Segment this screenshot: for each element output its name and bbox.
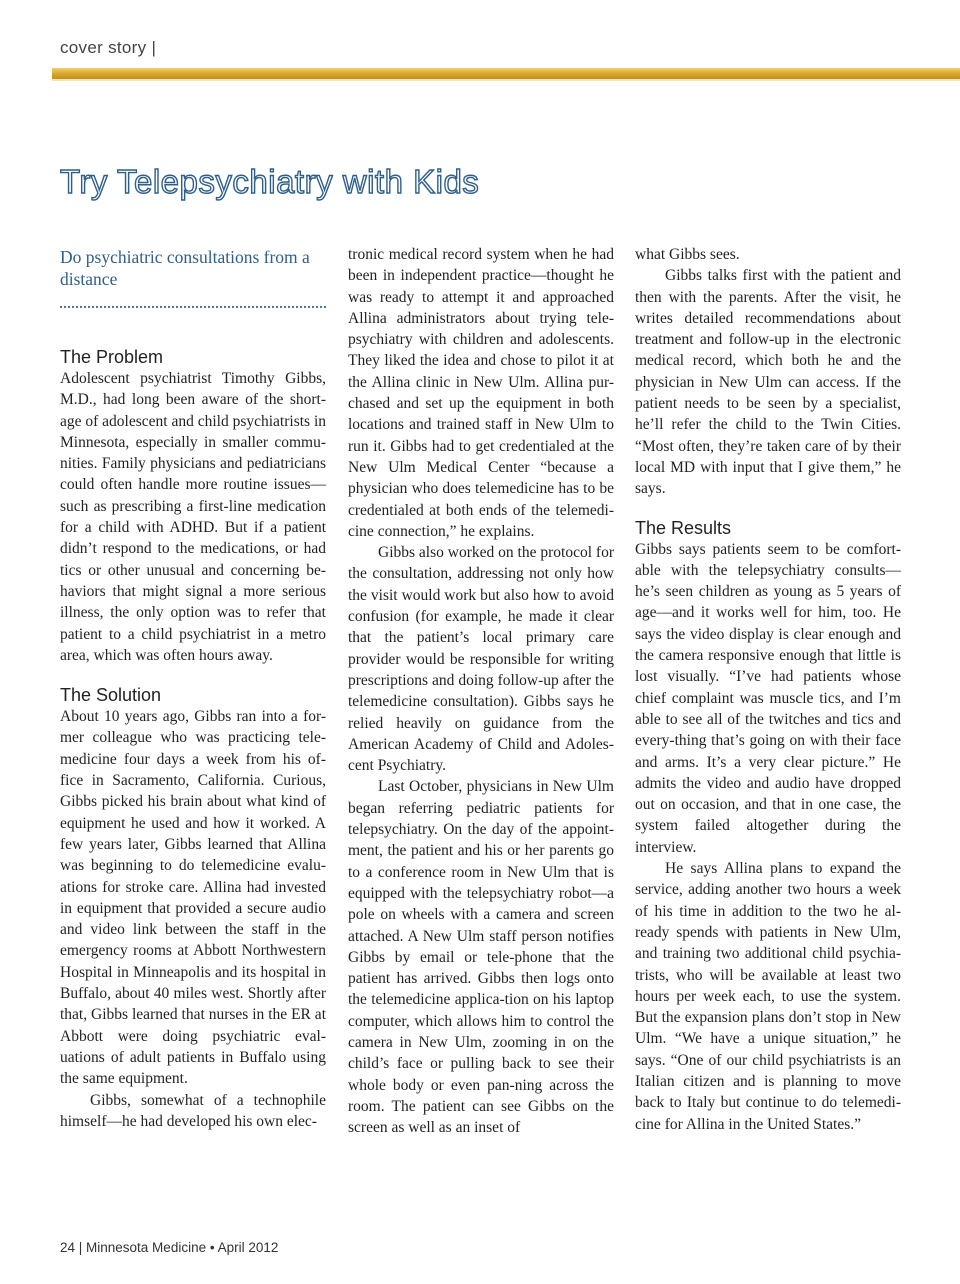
heading-problem: The Problem (60, 347, 164, 367)
paragraph-solution-4-start: Last October, physicians in New Ulm began referring pediatric patients for telepsychiatry. On the day of the appoint-ment, the patient and his or her parents go to a conference room in New Ulm that is equipped with the telepsychiatry robot—a pole on wheels with a camera and screen attached. A New Ulm staff person notifies Gibbs by email or tele-phone that the patient has arrived. Gibbs then logs onto the telemedicine applica-tion on his laptop computer, which allows him to control the camera in New Ulm, zooming in on the child’s face or pulling back to see their whole body or even pan-ning across the room. The patient can see Gibbs on the screen as well as an inset of (348, 778, 614, 1137)
paragraph-results-2: He says Allina plans to expand the service, adding another two hours a week of his time in addition to the two he al-ready spends with patients in New Ulm, and training two additional child psychia-trists, who will be available at least two hours per week each, to use the system. But the expansion plans don’t stop in New Ulm. “We have a unique situation,” he says. “One of our child psychiatrists is an Italian citizen and is planning to move back to Italy but continue to do telemedi-cine for Allina in the United States.” (635, 860, 901, 1133)
article-deck: Do psychiatric consultations from a distance (60, 246, 326, 308)
paragraph-results-1: Gibbs says patients seem to be comfort-able with the telepsychiatry consults—he’s seen children as young as 5 years of age—and it works well for him, too. He says the video display is clear enough and the camera responsive enough that little is lost visually. “I’ve had patients whose chief complaint was muscle tics, and I’m able to see all of the twitches and tics and every-thing that’s going on with their face and arms. It’s a very clear picture.” He admits the video and audio have dropped out on occasion, and that in one case, the system failed altogether during the interview. (635, 540, 901, 856)
page-footer: 24 | Minnesota Medicine • April 2012 (60, 1240, 279, 1255)
paragraph-solution-3: Gibbs also worked on the protocol for the consultation, addressing not only how the visit would work but also how to avoid confusion (for example, he made it clear that the patient’s local primary care provider would be responsible for writing prescriptions and doing follow-up after the telemedicine consultation). Gibbs says he relied heavily on guidance from the American Academy of Child and Adoles-cent Psychiatry. (348, 544, 614, 775)
column-1 (60, 244, 326, 1132)
heading-results: The Results (635, 517, 732, 538)
paragraph-solution-5: Gibbs talks first with the patient and then with the parents. After the visit, he writes detailed recommendations about treatment and follow-up in the electronic medical record, which both he and the physician in New Ulm can access. If the patient needs to be seen by a specialist, he’ll refer the child to the Twin Cities. “Most often, they’re taken care of by their local MD with input that I give them,” he says. (635, 267, 901, 498)
heading-solution: The Solution (60, 685, 162, 706)
section-label: cover story | (60, 38, 157, 57)
paragraph-solution-1: About 10 years ago, Gibbs ran into a for-mer colleague who was practicing tele-medicine four days a week from his of-fice in Sacramento, California. Curious, Gibbs picked his brain about what kind of equipment he used and how it worked. A few years later, Gibbs learned that Allina was beginning to do telemedicine evalu-ations for stroke care. Allina had invested in equipment that provided a secure audio and video link between the staff in the emergency rooms at Abbott Northwestern Hospital in Minneapolis and its hospital in Buffalo, about 40 miles west. Shortly after that, Gibbs learned that nurses in the ER at Abbott were doing psychiatric eval-uations of adult patients in Buffalo using the same equipment. (60, 708, 326, 1088)
article-title: Try Telepsychiatry with Kids (60, 163, 480, 200)
paragraph-solution-2-end: tronic medical record system when he had been in independent practice—thought he was ready to attempt it and approached Allina administrators about trying tele-psychiatry with children and adolescents. They liked the idea and chose to pilot it at the Allina clinic in New Ulm. Allina pur-chased and set up the equipment in both locations and trained staff in New Ulm to run it. Gibbs had to get credentialed at the New Ulm Medical Center “because a physician who does telemedicine has to be credentialed at both ends of the telemedi-cine connection,” he explains. (348, 246, 614, 540)
column-3 (635, 244, 901, 1135)
header-gold-bar (52, 68, 960, 81)
column-2 (348, 244, 614, 1138)
paragraph-solution-2-start: Gibbs, somewhat of a technophile himself—he had developed his own elec- (60, 1091, 326, 1130)
paragraph-solution-4-end: what Gibbs sees. (635, 246, 740, 263)
paragraph-problem: Adolescent psychiatrist Timothy Gibbs, M.D., had long been aware of the short-age of adolescent and child psychiatrists in Minnesota, especially in smaller commu-nities. Family physicians and pediatricians could often handle more routine issues—such as prescribing a first-line medication for a child with ADHD. But if a patient didn’t respond to the medications, or had tics or other unusual and concerning be-haviors that might signal a more serious illness, the only option was to refer that patient to a child psychiatrist in a metro area, which was often hours away. (60, 370, 327, 664)
